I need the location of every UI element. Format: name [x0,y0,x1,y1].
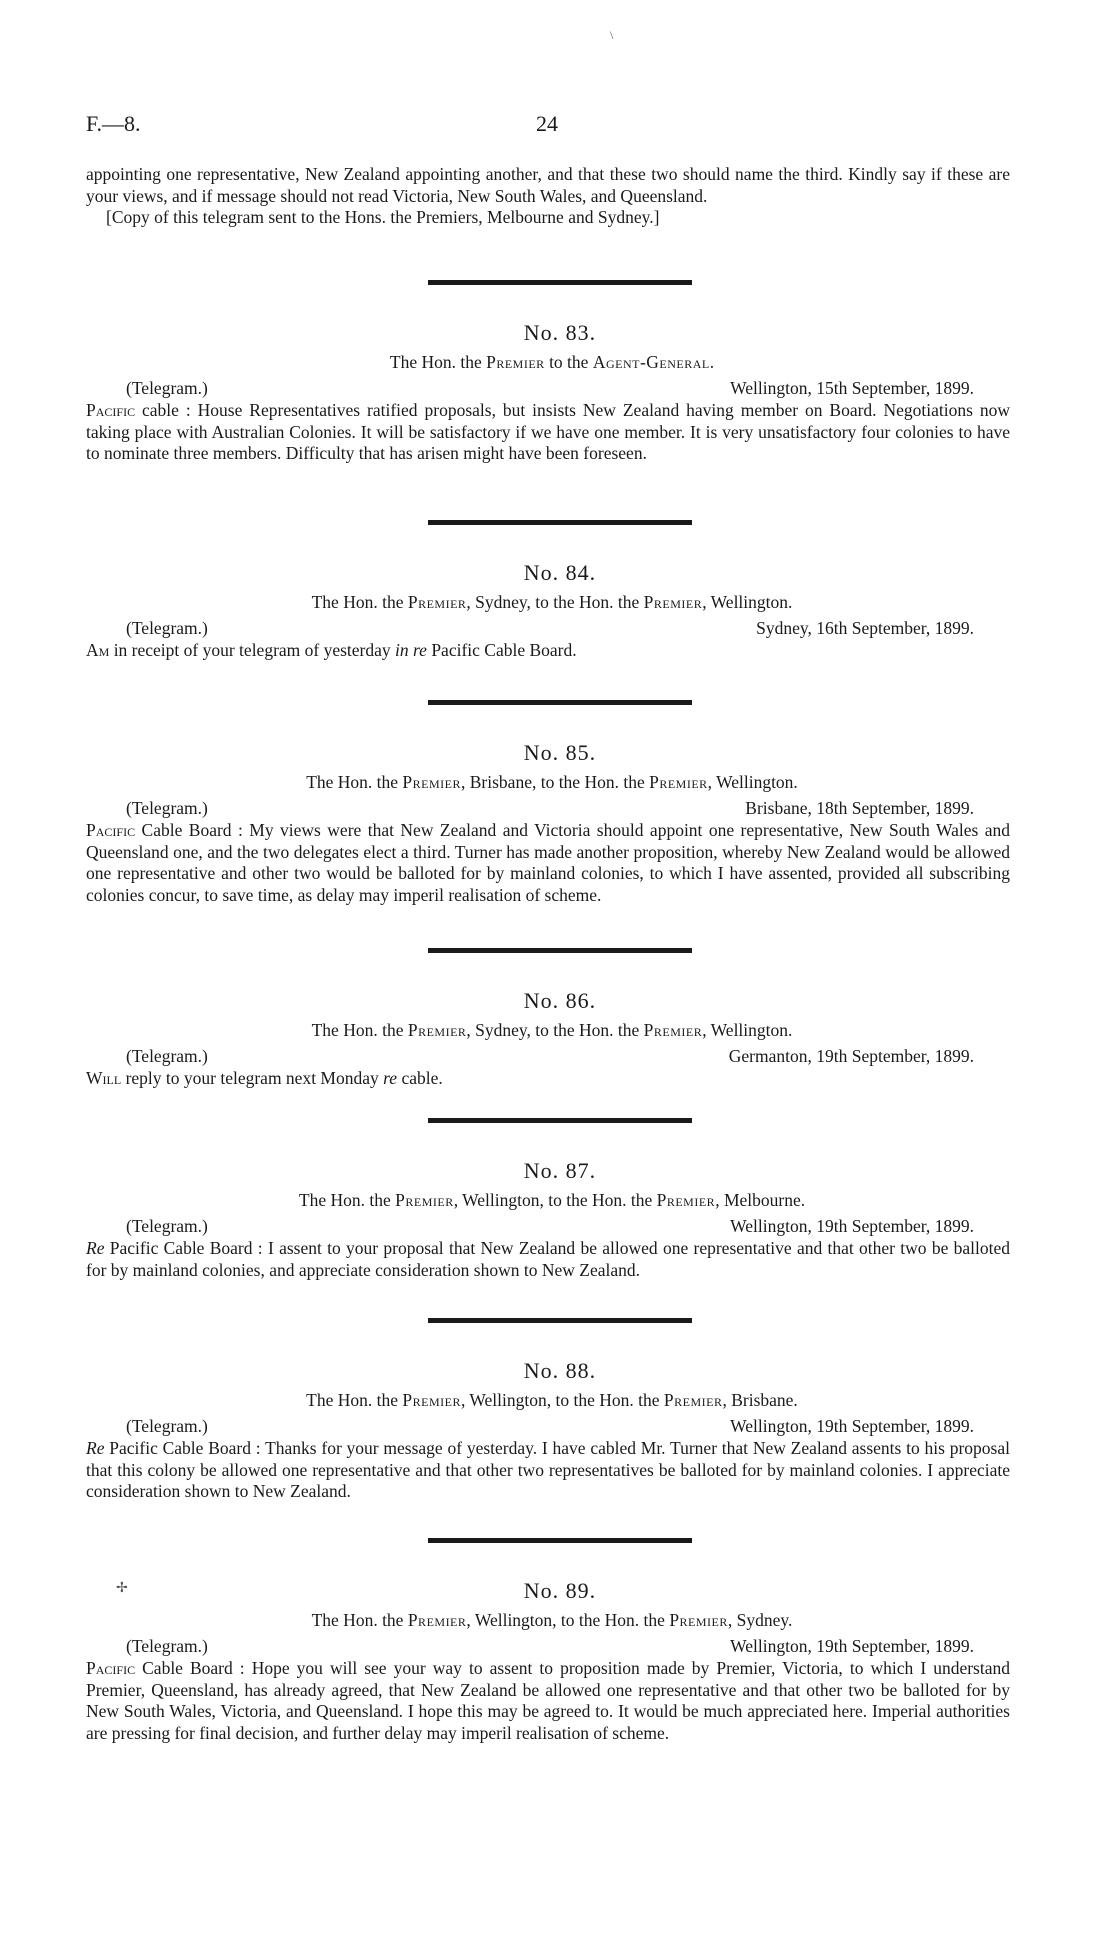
section-meta [86,618,1010,640]
section-divider [428,948,692,953]
telegram-body: Will reply to your telegram next Monday re cable. [86,1067,443,1088]
section-meta [86,1046,1010,1068]
intro-paragraph: appointing one representative, New Zealand appointing another, and that these two should name the third. Kindly say if these are your views, and if message should not read Victoria, New South Wales, and Queensland. [86,164,1010,206]
print-speck-mark: \ [610,28,614,42]
section-meta [86,1416,1010,1438]
section-number: No. 87. [523,1158,597,1183]
section-divider [428,700,692,705]
telegram-body: Re Pacific Cable Board : I assent to your proposal that New Zealand be allowed one representative and that other two be balloted for by mainland colonies, and appreciate consideration shown to New Zealand. [86,1237,1010,1280]
telegram-section-89 [86,1538,1010,1745]
parliamentary-paper-ref: F.—8. [86,111,141,136]
section-divider [428,1318,692,1323]
section-number: No. 84. [523,560,597,585]
section-address: The Hon. the Premier, Wellington, to the Hon. the Premier, Sydney. [311,1610,793,1631]
telegram-label: (Telegram.) [126,1045,208,1066]
page-number: 24 [536,111,558,136]
intro-note: [Copy of this telegram sent to the Hons. the Premiers, Melbourne and Sydney.] [106,207,660,228]
section-number: No. 89. [523,1578,597,1603]
section-divider [428,520,692,525]
telegram-body: Re Pacific Cable Board : Thanks for your message of yesterday. I have cabled Mr. Turner that New Zealand assents to his proposal that this colony be allowed one representative and that other two representatives be balloted for by mainland colonies. I appreciate consideration shown to New Zealand. [86,1437,1010,1502]
telegram-label: (Telegram.) [126,797,208,818]
telegram-label: (Telegram.) [126,617,208,638]
telegram-section-85 [86,700,1010,907]
telegram-body: Am in receipt of your telegram of yesterday in re Pacific Cable Board. [86,639,577,660]
section-address: The Hon. the Premier, Sydney, to the Hon. the Premier, Wellington. [311,1020,793,1041]
telegram-label: (Telegram.) [126,1635,208,1656]
section-address: The Hon. the Premier, Brisbane, to the Hon. the Premier, Wellington. [306,772,798,793]
section-divider [428,1538,692,1543]
telegram-date: Brisbane, 18th September, 1899. [745,797,974,818]
telegram-date: Wellington, 19th September, 1899. [730,1415,974,1436]
telegram-date: Wellington, 15th September, 1899. [730,377,974,398]
telegram-section-83 [86,280,1010,465]
telegram-label: (Telegram.) [126,1415,208,1436]
section-meta [86,1216,1010,1238]
telegram-label: (Telegram.) [126,377,208,398]
telegram-date: Sydney, 16th September, 1899. [756,617,974,638]
telegram-date: Wellington, 19th September, 1899. [730,1635,974,1656]
print-speck-mark: ✢ [116,1581,128,1596]
telegram-label: (Telegram.) [126,1215,208,1236]
section-address: The Hon. the Premier, Sydney, to the Hon. the Premier, Wellington. [311,592,793,613]
section-meta [86,798,1010,820]
telegram-date: Wellington, 19th September, 1899. [730,1215,974,1236]
page-header [86,110,1010,140]
telegram-body: Pacific Cable Board : Hope you will see your way to assent to proposition made by Premier, Victoria, to which I understand Premier, Queensland, has already agreed, that New Zealand be allowed one representative and that other two be balloted for by New South Wales, Victoria, and Queensland. I hope this may be agreed to. It would be much appreciated here. Imperial authorities are pressing for final decision, and further delay may imperil realisation of scheme. [86,1657,1010,1744]
telegram-section-84 [86,520,1010,662]
telegram-date: Germanton, 19th September, 1899. [728,1045,974,1066]
telegram-section-88 [86,1318,1010,1503]
section-number: No. 86. [523,988,597,1013]
telegram-body: Pacific cable : House Representatives ratified proposals, but insists New Zealand having member on Board. Negotiations now taking place with Australian Colonies. It will be satisfactory if we have one member. It is very unsatisfactory four colonies to have to nominate three members. Difficulty that has arisen might have been foreseen. [86,399,1010,464]
intro-continuation [86,164,1010,229]
section-number: No. 83. [523,320,597,345]
section-meta [86,378,1010,400]
telegram-section-86 [86,948,1010,1090]
telegram-section-87 [86,1118,1010,1281]
section-divider [428,1118,692,1123]
section-number: No. 88. [523,1358,597,1383]
section-address: The Hon. the Premier, Wellington, to the Hon. the Premier, Brisbane. [306,1390,798,1411]
section-address: The Hon. the Premier to the Agent-General. [389,352,715,373]
section-address: The Hon. the Premier, Wellington, to the Hon. the Premier, Melbourne. [298,1190,806,1211]
section-divider [428,280,692,285]
section-meta [86,1636,1010,1658]
section-number: No. 85. [523,740,597,765]
telegram-body: Pacific Cable Board : My views were that New Zealand and Victoria should appoint one representative, New South Wales and Queensland one, and the two delegates elect a third. Turner has made another proposition, whereby New Zealand would be allowed one representative and other two would be balloted for by mainland colonies, to which I have assented, provided all subscribing colonies concur, to save time, as delay may imperil realisation of scheme. [86,819,1010,906]
